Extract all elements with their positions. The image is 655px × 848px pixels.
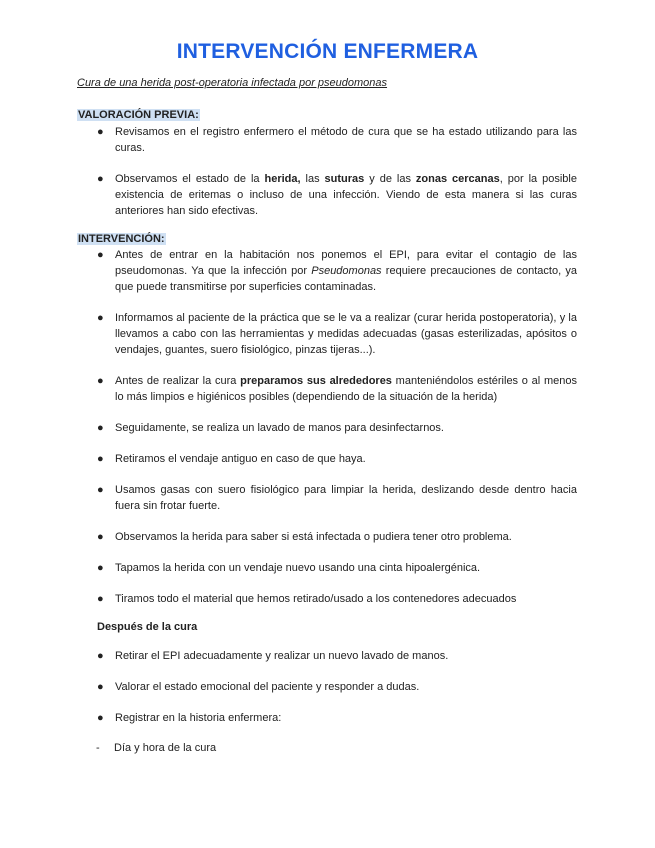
list-item: ● Seguidamente, se realiza un lavado de manos para desinfectarnos. xyxy=(97,422,444,434)
list-item: ● Tapamos la herida con un vendaje nuevo usando una cinta hipoalergénica. xyxy=(97,562,481,574)
bullet-icon: ● xyxy=(97,422,104,434)
document-subtitle: Cura de una herida post-operatoria infectada por pseudomonas xyxy=(77,77,388,89)
list-item: ● Antes de realizar la cura preparamos sus alrededores manteniéndolos estériles o al menos lo más limpios e higiénicos posibles (dependiendo de la situación de la herida) xyxy=(97,375,578,403)
bullet-icon: ● xyxy=(97,249,104,261)
bullet-icon: ● xyxy=(97,712,104,724)
list-item: ● Observamos la herida para saber si está infectada o pudiera tener otro problema. xyxy=(97,531,512,543)
list-item: ● Informamos al paciente de la práctica que se le va a realizar (curar herida postoperatoria), y la llevamos a cabo con las herramientas y medidas adecuadas (gasas esterilizadas, apósitos o vendajes, guantes, suero fisiológico, pinzas tijeras...). xyxy=(97,312,577,356)
bullet-icon: ● xyxy=(97,453,104,465)
dash-glyph: - xyxy=(96,742,100,754)
bullet-icon: ● xyxy=(97,562,104,574)
bullet-icon: ● xyxy=(97,312,104,324)
section-heading-valoracion: VALORACIÓN PREVIA: xyxy=(78,109,199,121)
list-item: ● Retiramos el vendaje antiguo en caso de que haya. xyxy=(97,453,366,465)
bullet-icon: ● xyxy=(97,531,104,543)
document-title: INTERVENCIÓN ENFERMERA xyxy=(176,40,479,63)
bullet-icon: ● xyxy=(97,484,104,496)
bullet-icon: ● xyxy=(97,126,104,138)
bullet-icon: ● xyxy=(97,593,104,605)
list-item: ● Usamos gasas con suero fisiológico para limpiar la herida, deslizando desde dentro hacia fuera sin frotar fuerte. xyxy=(97,484,577,512)
despues-list xyxy=(77,648,577,726)
section-heading-despues: Después de la cura xyxy=(97,621,198,633)
list-item: ● Tiramos todo el material que hemos retirado/usado a los contenedores adecuados xyxy=(97,593,517,605)
dash-list-item: - Día y hora de la cura xyxy=(96,742,217,754)
bullet-icon: ● xyxy=(97,375,104,387)
bullet-icon: ● xyxy=(97,681,104,693)
list-item: ● Antes de entrar en la habitación nos ponemos el EPI, para evitar el contagio de las pseudomonas. Ya que la infección por Pseudomonas requiere precauciones de contacto, ya que puede transmitirse por superficies contaminadas. xyxy=(97,249,578,293)
list-item: ● Valorar el estado emocional del paciente y responder a dudas. xyxy=(97,681,420,693)
list-item: ● Registrar en la historia enfermera: xyxy=(97,712,282,724)
list-item: ● Observamos el estado de la herida, las suturas y de las zonas cercanas, por la posible existencia de eritemas o incluso de una infección. Viendo de esta manera si las curas anteriores han sido efectivas. xyxy=(97,173,577,217)
list-item: ● Revisamos en el registro enfermero el método de cura que se ha estado utilizando para las curas. xyxy=(97,126,577,154)
bullet-icon: ● xyxy=(97,650,104,662)
intervencion-list xyxy=(77,247,577,607)
bullet-icon: ● xyxy=(97,173,104,185)
list-item: ● Retirar el EPI adecuadamente y realizar un nuevo lavado de manos. xyxy=(97,650,449,662)
valoracion-list xyxy=(77,124,577,219)
section-heading-intervencion: INTERVENCIÓN: xyxy=(78,233,165,245)
